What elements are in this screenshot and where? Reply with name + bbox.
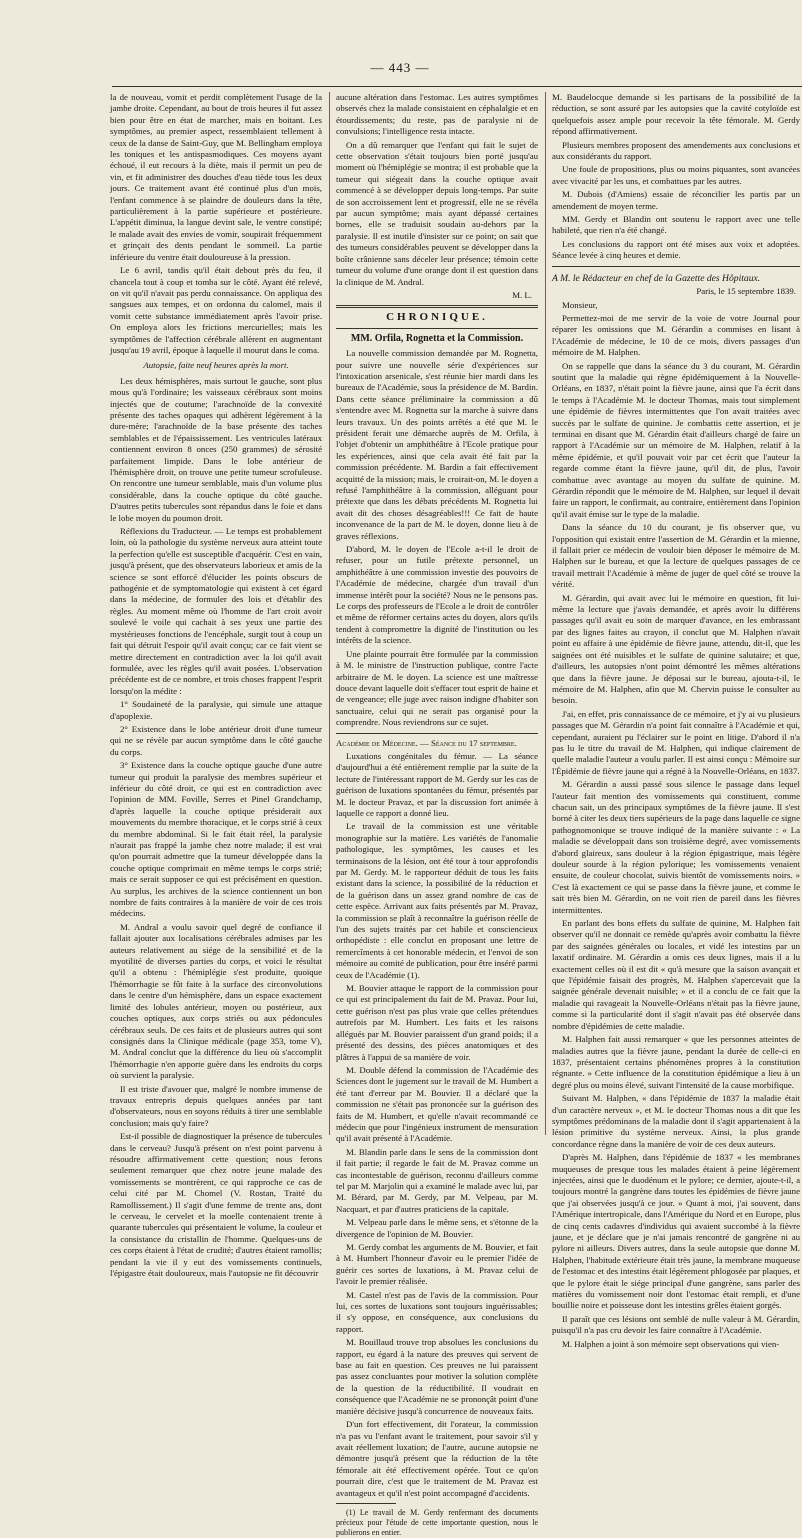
paragraph: 3° Existence dans la couche optique gauche d'une autre tumeur qui produit la paralysie des membres supérieur et inférieur du côté droit, ce qui est en contradiction avec l'opinion de MM. Foville, Serres et Pinel Grandchamp, d'après laquelle la couche optique présiderait aux mouvements du membre thoracique, et le corps strié à ceux du membre abdominal. Si le fait était réel, la paralysie n'aurait pas frappé la jambe chez notre malade; il est vrai qu'on pourrait admettre que la tumeur développée dans la couche optique comprimait en même temps le corps strié; mais ce serait supposer ce qui est précisément en question. Au surplus, les archives de la science contiennent un bon nombre de faits contraires à la manière de voir de ces trois médecins. [110, 760, 322, 919]
letter-heading: A M. le Rédacteur en chef de la Gazette des Hôpitaux. [552, 272, 761, 284]
paragraph: 2° Existence dans le lobe antérieur droit d'une tumeur qui ne se révèle par aucun symptôme dans le côté gauche du corps. [110, 723, 322, 757]
column-1 [110, 92, 322, 1279]
paragraph: M. Bouvier attaque le rapport de la commission pour ce qui est principalement du fait de M. Pravaz. Pour lui, cette guérison n'est pas plus vraie que celles prétendues autrefois par M. Humbert. Les faits et les raisons allégués par M. Bouvier paraissent d'un grand poids; il a présenté des dessins, des pièces anatomiques et des plâtres à l'appui de sa manière de voir. [336, 983, 538, 1062]
paragraph: MM. Gerdy et Blandin ont soutenu le rapport avec une telle habileté, que rien n'a été changé. [552, 214, 800, 236]
page-number: — 443 — [370, 60, 430, 75]
divider [336, 305, 538, 308]
paragraph: M. Gérardin a aussi passé sous silence le passage dans lequel l'auteur fait mention des vomissements qui constituent, comme chacun sait, un des principaux symptômes de la fièvre jaune. Il s'est borné à citer les deux tiers supérieurs de la page dans laquelle ce signe pathognomonique se trouve indiqué de la manière suivante : « La maladie se développait dans son troisième degré, avec vomissements d'abord glaireux, sans douleur à la région épigastrique, mais légère douleur sourde à la région pylorique; les vomissements venaient ensuite, de couleur chocolat, suivis bientôt de vomissements noirs. » C'est là exactement ce qui se passe dans la fièvre jaune, et comme le sait très bien M. Gérardin, on ne voit rien de pareil dans les fièvres intermittentes. [552, 779, 800, 915]
divider [336, 733, 538, 734]
paragraph: M. Andral a voulu savoir quel degré de confiance il fallait ajouter aux localisations cérébrales admises par les auteurs relativement au siége de la sensibilité et de la myotilité de diverses parties du corps, et voici le résultat qu'il a obtenu : l'hémiplégie s'est produite, quoique l'hémorrhagie se fût faite à la surface des circonvolutions dans le centre d'un hémisphère, dans un espace exactement limité des lobules antérieur, moyen ou postérieur, aux couches optiques, aux corps striés ou aux pédoncules cérébraux seuls. De ces faits et de plusieurs autres qui sont consignés dans la Clinique médicale (page 353, tome V), M. Andral conclut que la différence du lieu où s'accomplit l'hémorrhagie n'en apporte guère dans les endroits du corps où survient la paralysie. [110, 921, 322, 1081]
dateline: Paris, le 15 septembre 1839. [696, 286, 796, 297]
paragraph: Luxations congénitales du fémur. — La séance d'aujourd'hui a été entièrement remplie par la suite de la lecture de l'intéressant rapport de M. Gerdy sur les cas de guérison de luxations spontanées du fémur, présentés par M. le docteur Pravaz, et par la discussion fort animée à laquelle ce rapport a donné lieu. [336, 750, 538, 818]
paragraph: M. Gérardin, qui avait avec lui le mémoire en question, fit lui-même la lecture que j'avais demandée, et après avoir lu différens passages qu'il avait eu soin de marquer d'avance, en les embrassant par des lignes faites au crayon, il conclut que M. Halphen n'avait point eu affaire à une épidémie de fièvre jaune, attendu, dit-il, que les saignées ont été nuisibles et le sulfate de quinine salutaire; et que, d'ailleurs, les autopsies n'ont point démontré les mêmes altérations que dans la fièvre jaune. Je déposai sur le bureau, ajouta-t-il, le mémoire de M. Halphen, afin que M. Chervin puisse le consulter au besoin. [552, 592, 800, 706]
paragraph: M. Halphen fait aussi remarquer « que les personnes atteintes de maladies autres que la fièvre jaune, pendant la durée de celle-ci en 1837, présentaient certains phénomènes propres à la constitution régnante. » Cette influence de la constitution épidémique a lieu à un degré plus ou moins élevé, suivant l'intensité de la cause morbifique. [552, 1034, 800, 1090]
column-separator [545, 92, 546, 1135]
paragraph: En parlant des bons effets du sulfate de quinine, M. Halphen fait observer qu'il ne donnait ce remède qu'après avoir combattu la fièvre par des saignées générales ou locales, et vidé les intestins par un laxatif ordinaire. M. Gérardin a omis ces deux lignes, mais il a lu exactement celles où il est dit « qu'à mesure que la saison avançait et que l'épidémie faisait des progrès, M. Halphen s'apercevait que la saignée générale devenait nuisible; » et il a conclu de ce fait que la maladie qui ravageait la Nouvelle-Orléans n'était pas la fièvre jaune, comme si la particularité dont il s'agit n'avait pas été observée dans nombre d'épidémies de cette maladie. [552, 918, 800, 1031]
paragraph: Suivant M. Halphen, « dans l'épidémie de 1837 la maladie était d'un caractère nerveux », et M. le docteur Thomas nous a dit que les symptômes prédominans de la maladie dont il s'agit appartenaient à la lésion primitive du système nerveux. Ainsi, la plus grande concordance règne dans la manière de voir de ces deux auteurs. [552, 1093, 800, 1149]
paragraph: M. Halphen a joint à son mémoire sept observations qui vien- [562, 1338, 780, 1349]
paragraph: Le 6 avril, tandis qu'il était debout près du feu, il chancela tout à coup et tomba sur le côté. Ayant été relevé, on vit qu'il n'avait pas perdu connaissance. On appliqua des sangsues aux tempes, et on ordonna du calomel, mais il vomit cette substance immédiatement après l'avoir prise. On employa alors les frictions mercurielles; mais les symptômes de l'affection cérébrale allèrent en augmentant jusqu'au 19 avril, époque à laquelle il mourut dans le coma. [110, 265, 322, 355]
article-title: Académie de Médecine. — Séance du 17 septembre. [336, 737, 517, 748]
paragraph: Les conclusions du rapport ont été mises aux voix et adoptées. Séance levée à cinq heures et demie. [552, 238, 800, 261]
paragraph: M. Blandin parle dans le sens de la commission dont il fait partie; il regarde le fait de M. Pravaz comme un cas incontestable de guérison, reconnu d'ailleurs comme tel par M. Marjolin qui a examiné le malade avec lui, par M. Bérard, par M. Gerdy, par M. Velpeau, par M. Nacquart, et par d'autres praticiens de la capitale. [336, 1146, 538, 1214]
paragraph: Il paraît que ces lésions ont semblé de nulle valeur à M. Gérardin, puisqu'il n'a pas cru devoir les faire connaître à l'Académie. [552, 1313, 800, 1336]
paragraph: Une foule de propositions, plus ou moins piquantes, sont avancées avec vivacité par les uns, et combattues par les autres. [552, 164, 800, 186]
divider [552, 266, 800, 267]
paragraph: On a dû remarquer que l'enfant qui fait le sujet de cette observation s'était toujours bien porté jusqu'au moment où l'hémiplégie se montra; il est probable que la tumeur qui siégeait dans la couche optique avait commencé à se développer depuis long-temps. Par suite de son accroissement lent et progressif, elle ne se révéla par aucun symptôme; mais ayant dépassé certaines bornes, elle se traduisit soudain au-dehors par la paralysie. Il est inutile d'insister sur ce point; on sait que des tumeurs considérables peuvent se développer dans la boîte crânienne sans déceler leur présence; témoin cette tumeur du volume d'une orange dont il est question dans la clinique de M. Andral. [336, 139, 538, 287]
paragraph: Réflexions du Traducteur. — Le temps est probablement loin, où la pathologie du système nerveux aura atteint toute la perfection qu'elle est susceptible d'acquérir. C'est en vain, jusqu'à présent, que des observateurs laborieux et amis de la science se sont efforcé d'élucider les points obscurs de pathogénie et de symptomatologie qui existent à cet égard dans la médecine, de formuler des lois et d'établir des règles. Au moment même où l'homme de l'art croit avoir soulevé le voile qui cachait à ses yeux une partie des mystérieuses fonctions de l'encéphale, surgit tout à coup un fait qui détruit l'espoir qu'il avait conçu; car ce fait vient se mettre directement en contradiction avec la loi qu'il avait formulée, avec les règles qu'il avait posées. L'observation précédente est de ce nombre, et trois choses frappent l'esprit lorsqu'on la médite : [110, 526, 322, 696]
paragraph: D'après M. Halphen, dans l'épidémie de 1837 « les membranes muqueuses de presque tous les malades étaient à peine légèrement injectées, ainsi que le duodénum et le pylore; ce dernier, ajoute-t-il, a toujours montré la gangrène dans toutes les épidémies de fièvre jaune que j'ai observées jusqu'à ce jour. » Quant à moi, j'ai souvent, dans l'Amérique intertropicale, dans l'Amérique du Nord et en Europe, plus de cinq cents cadavres d'individus qui avaient succombé à la fièvre jaune, et je déclare que je n'ai jamais rencontré de gangrène ni au pylore ni ailleurs. Divers autres, dans la seule autopsie que donne M. Halphen, l'habitude extérieure était très jaune, la membrane muqueuse de l'estomac et des intestins était légèrement phlogosée par plaques, et que le pylore était le siége principal d'une gangrène, sans parler des matières du vomissement noir dont l'estomac était rempli, et d'une bouillie noire et poisseuse dont les intestins grêles étaient gorgés. [552, 1152, 800, 1311]
paragraph: M. Double défend la commission de l'Académie des Sciences dont le jugement sur le travail de M. Humbert a été tant d'erreur par M. Bouvier. Il a déclaré que la commission ne s'était pas prononcée sur la guérison des faits de M. Humbert, et qu'elle n'avait recommandé ce médecin que pour l'ingénieux instrument de mensuration qu'il avait présenté à l'Académie. [336, 1064, 538, 1144]
paragraph: J'ai, en effet, pris connaissance de ce mémoire, et j'y ai vu plusieurs passages que M. Gérardin n'a point fait connaître à l'Académie et qui, cependant, auraient pu l'éclairer sur le point en litige. D'abord il n'a pas lu le titre du travail de M. Halphen, qui indique clairement de quelle maladie l'auteur a voulu parler. Il est ainsi conçu : Mémoire sur l'Épidémie de fièvre jaune qui a régné à la Nouvelle-Orléans, en 1837. [552, 708, 800, 776]
footnote-rule [336, 1503, 396, 1504]
footnote: (1) Le travail de M. Gerdy renfermant des documents précieux pour l'étude de cette importante question, nous le publierons en entier. [336, 1507, 538, 1537]
paragraph: M. Dubois (d'Amiens) essaie de réconcilier les partis par un amendement de moyen terme. [552, 189, 800, 211]
paragraph: Dans la séance du 10 du courant, je fis observer que, vu l'opposition qui existait entre l'assertion de M. Gérardin et la mienne, il fallait prier ce médecin de vouloir bien déposer le mémoire de M. Halphen sur le bureau, et que la lecture de quelques passages de ce travail mettrait l'Académie à même de juger de quel côté se trouve la vérité. [552, 522, 800, 590]
paragraph: M. Bouillaud trouve trop absolues les conclusions du rapport, eu égard à la nature des preuves qui servent de base au fait en question. Ces preuves ne lui paraissent pas assez concluantes pour motiver la solution complète de la question de la réductibilité. Il voudrait en conséquence que l'Académie ne se prononçât point d'une manière décisive jusqu'à concurrence de nouveaux faits. [336, 1337, 538, 1416]
column-2 [336, 92, 539, 1537]
column-separator [329, 92, 330, 1135]
paragraph: Le travail de la commission est une véritable monographie sur la matière. Les variétés de l'anomalie pathologique, les symptômes, les causes et les terminaisons de la lésion, ont été tour à tour approfondis par M. Gerdy. M. le rapporteur déduit de tous les faits existant dans la science, la possibilité de la réduction et de la guérison dans un assez grand nombre de cas de cette espèce. Arrivant aux faits présentés par M. Pravaz, la commission se plaît à reconnaître la guérison réelle de l'un des sujets traités par cet habile et consciencieux orthopédiste : elle conclut en proposant une lettre de remercîments à cet honorable médecin, et l'envoi de son mémoire au comité de publication, pour être inséré parmi ceux de l'Académie (1). [336, 821, 539, 980]
divider [336, 328, 538, 329]
paragraph: Une plainte pourrait être formulée par la commission à M. le ministre de l'instruction publique, contre l'acte arbitraire de M. le doyen. La science est une maîtresse douce devant laquelle doit s'effacer tout esprit de haine et de vengeance; elle juge avec raison indigne d'habiter son sanctuaire, celui qui ne serait pas organisé pour la comprendre. Nous reviendrons sur ce sujet. [336, 648, 538, 728]
paragraph: M. Baudelocque demande si les partisans de la possibilité de la réduction, se sont assuré par les autopsies que la cavité cotyloïde est quelquefois assez ample pour recevoir la tête fémorale. M. Gerdy répond affirmativement. [552, 92, 800, 137]
paragraph: Permettez-moi de me servir de la voie de votre Journal pour réparer les omissions que M. Gérardin a commises en lisant à l'Académie de médecine, le 10 de ce mois, divers passages d'un mémoire de M. Halphen. [552, 312, 800, 358]
paragraph: Plusieurs membres proposent des amendements aux conclusions et aux considérants du rapport. [552, 139, 800, 162]
signature: M. L. [512, 289, 532, 300]
paragraph: D'abord, M. le doyen de l'Ecole a-t-il le droit de refuser, pour un futile prétexte personnel, un amphithéâtre à une commission investie des pouvoirs de l'Académie de médecine, chargée d'un travail d'un immense intérêt pour la société? Nous ne le pensons pas. Le corps des professeurs de l'Ecole a le droit de contrôler et même de réformer certains actes du doyen, alors qu'ils tendent à compromettre la dignité de l'institution ou les intérêts de la science. [336, 544, 538, 646]
paragraph: M. Velpeau parle dans le même sens, et s'étonne de la divergence de l'opinion de M. Bouvier. [336, 1217, 538, 1239]
header-rule [112, 86, 802, 87]
paragraph: la de nouveau, vomit et perdit complètement l'usage de la jambe droite. Cependant, au bout de trois heures il fut assez bien pour être en état de marcher, mais en boitant. Les symptômes, au premier aspect, ressemblaient tellement à ceux de la danse de Saint-Guy, que M. Bellingham employa les toniques et les antispasmodiques. Ces moyens ayant échoué, il eut recours à la diète, mais il permit un peu de vin, et fit administrer des douches d'eau tiède tous les deux jours. Ce traitement avant été continué plus d'un mois, l'enfant commence à se plaindre de douleurs dans la tête, particulièrement à la partie supérieure et postérieure. L'appétit diminua, la langue devint sale, le ventre constipé; le malade avait des envies de vomir, soupirait fréquemment et grinçait des dents pendant le sommeil. La partie inférieure du ventre était douloureuse à la pression. [110, 92, 322, 262]
paragraph: On se rappelle que dans la séance du 3 du courant, M. Gérardin soutint que la maladie qui règne épidémiquement à la Nouvelle-Orléans, en 1837, n'était point la fièvre jaune, ainsi que l'a écrit dans le temps à l'Académie M. le docteur Thomas, mais tout simplement une épidémie de fièvres intermittentes que l'on avait traitées avec succès par le sulfate de quinine. Je combattis cette assertion, et je terminai en disant que M. Gérardin était d'ailleurs chargé de faire un rapport à l'Académie sur un mémoire de M. Halphen, relatif à la même épidémie, et qu'il pouvait voir par cet écrit que l'auteur la regarde comme étant la fièvre jaune, qu'il dit, de plus, l'avoir combattue avec avantage au moyen du sulfate de quinine. M. Gérardin répondit que le mémoire de M. Halphen, sur lequel il devait faire un rapport, le confirmait, au contraire, entièrement dans l'opinion qu'il avait émise sur le type de la maladie. [552, 360, 800, 519]
paragraph: 1° Soudaineté de la paralysie, qui simule une attaque d'apoplexie. [110, 699, 322, 721]
paragraph: M. Gerdy combat les arguments de M. Bouvier, et fait à M. Humbert l'honneur d'avoir eu le premier l'idée de guérir ces sortes de luxations, à M. Pravaz celui de l'avoir le premier réalisée. [336, 1242, 538, 1287]
column-3 [552, 92, 800, 1349]
paragraph: aucune altération dans l'estomac. Les autres symptômes observés chez la malade consistaient en céphalalgie et en étourdissements; du reste, pas de paralysie ni de convulsions; l'intelligence resta intacte. [336, 92, 538, 137]
paragraph: Les deux hémisphères, mais surtout le gauche, sont plus mous qu'à l'ordinaire; les vaisseaux cérébraux sont moins injectés que de coutume; l'arachnoïde de la convexité présente des taches opaques qui adhèrent légèrement à la dure-mère; l'arachnoïde de la base présente des taches semblables et de l'épaississement. Les ventricules latéraux contiennent environ 8 onces (250 grammes) de sérosité parfaitement limpide. Dans le lobe antérieur de l'hémisphère droit, on trouve une petite tumeur scrofuleuse. On rencontre une tumeur semblable, mais d'un volume plus considérable, dans la couche optique du côté gauche. D'autres petits tubercules sont répandus dans le foie et dans le lobe moyen du poumon droit. [110, 375, 322, 523]
article-title: MM. Orfila, Rognetta et la Commission. [350, 332, 524, 344]
paragraph: Est-il possible de diagnostiquer la présence de tubercules dans le cerveau? Jusqu'à présent on n'est point parvenu à résoudre affirmativement cette question; nous ferons seulement remarquer que chez notre jeune malade des vomissements se montrèrent, ce qui rapproche ce cas de celui cité par M. Chomel (V. Rostan, Traité du Ramollissement.) Il s'agit d'une femme de trente ans, dont le cerveau, le cervelet et la moelle contenaient trente à quarante tubercules qui présentaient le volume, la couleur et la consistance du cristallin de l'homme. Quelques-uns de ces corps étaient à l'état de crudité; d'autres étaient ramollis; pendant la vie il y eut des vomissements continuels, l'épigastre était douloureux, mais l'autopsie ne fit découvrir [110, 1131, 322, 1279]
paragraph: M. Castel n'est pas de l'avis de la commission. Pour lui, ces sortes de luxations sont toujours inguérissables; il s'y oppose, en conséquence, aux conclusions du rapport. [336, 1289, 538, 1334]
salutation: Monsieur, [562, 299, 598, 310]
paragraph: Il est triste d'avouer que, malgré le nombre immense de travaux entrepris depuis quelques années par tant d'observateurs, nous en soyons réduits à tirer une semblable conclusion; mais qu'y faire? [110, 1083, 322, 1128]
section-title: CHRONIQUE. [386, 311, 488, 324]
paragraph: D'un fort effectivement, dit l'orateur, la commission n'a pas vu l'enfant avant le traitement, pour savoir s'il y avait réellement luxation; de l'autre, aucune autopsie ne démontre jusqu'à présent que la réduction de la tête fémorale ait été effectivement opérée. Tout ce qu'on pourrait dire, c'est que le traitement de M. Pravaz est avantageux et qu'il n'est point accompagné d'accidents. [336, 1419, 538, 1498]
section-subtitle: Autopsie, faite neuf heures après la mort. [143, 360, 289, 371]
paragraph: La nouvelle commission demandée par M. Rognetta, pour suivre une nouvelle série d'expériences sur l'intoxication arsenicale, s'est réunie hier mardi dans les bureaux de l'Académie, sous la présidence de M. Bardin. Dans cette séance préliminaire la commission a dû s'entendre avec M. Rognetta sur la marche à suivre dans leurs travaux. Un des points arrêtés a été que M. le président ferait une démarche auprès de M. Orfila, à l'objet d'obtenir un amphithéâtre à l'Ecole pratique pour les expériences, ainsi que cela avait été fait par la commission précédente. M. Bardin a fait effectivement acquitté de la mission; mais, le croirait-on, M. le doyen a refusé l'amphithéâtre à la commission, alléguant pour prétexte que dans les débats précédents M. Rognetta lui avait dit des choses désagréables!!! Ce fait de haute inconvenance de la part de M. le doyen, donne lieu à de graves réflexions. [336, 348, 538, 541]
